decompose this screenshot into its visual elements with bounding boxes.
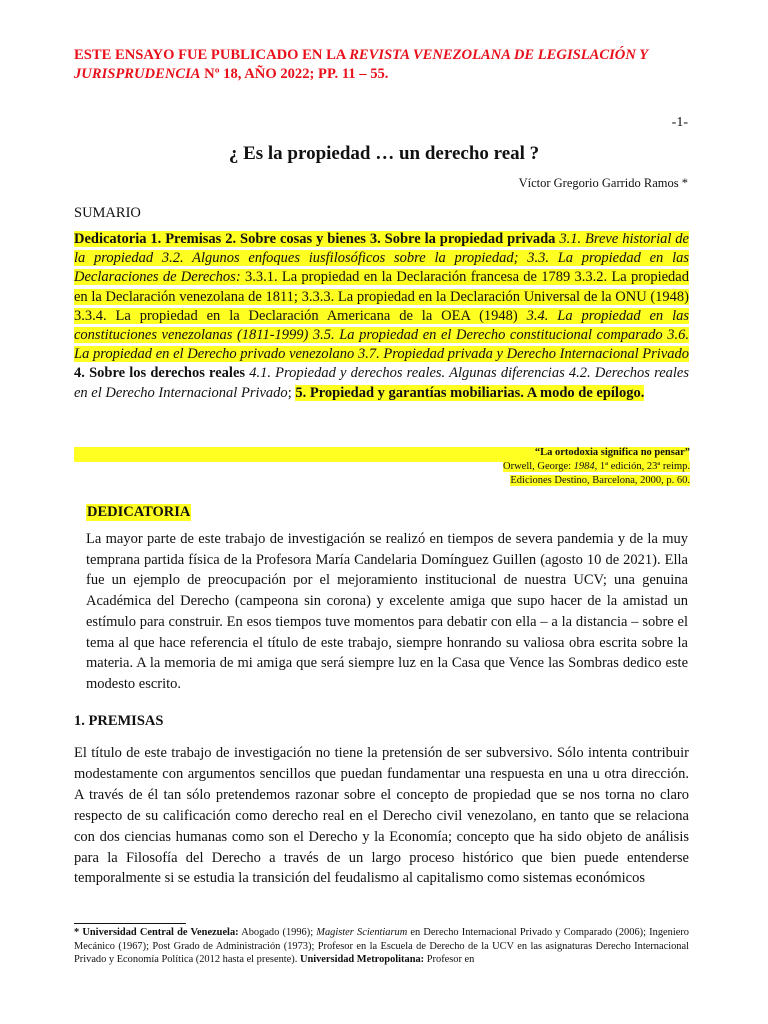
footnote-text-2: en Derecho Internacional Privado y Comparado (2006); Ingeniero Mecánico (1967); Post Grado de Administración (1973); Profesor en la Escuela de Derecho de la UCV en las asignaturas Derecho Internacional Privado y Economía Política (2012 hasta el presente).	[74, 927, 689, 965]
footnote	[74, 926, 689, 967]
page-number: -1-	[671, 115, 688, 130]
journal-name: REVISTA VENEZOLANA DE LEGISLACIÓN Y JURISPRUDENCIA	[74, 47, 648, 82]
publication-prefix: ESTE ENSAYO FUE PUBLICADO EN LA	[74, 47, 350, 63]
author-name: Víctor Gregorio Garrido Ramos *	[518, 176, 688, 190]
footnote-marker: *	[74, 927, 80, 938]
premisas-text: El título de este trabajo de investigación no tiene la pretensión de ser subversivo. Sólo intenta contribuir modestamente con argumentos sencillos que puedan fundamentar una respuesta en una u otra dirección. A través de él tan sólo pretendemos razonar sobre el concepto de propiedad que se nos torna no claro respecto de su calificación como derecho real en el Derecho civil venezolano, en tanto que se relaciona con dos ciencias humanas como son el Derecho y la Economía; concepto que ha sido objeto de análisis para la Filosofía del Derecho a través de un largo proceso histórico que bien puede entenderse temporalmente si se estudia la transición del feudalismo al capitalismo como sistemas económicos	[74, 745, 689, 887]
premisas-heading: 1. PREMISAS	[74, 713, 164, 729]
sumario-section-5: 5. Propiedad y garantías mobiliarias. A modo de epílogo.	[295, 384, 645, 401]
epigraph-quote: “La ortodoxia significa no pensar”	[534, 447, 690, 458]
dedicatoria-heading: DEDICATORIA	[87, 504, 191, 520]
footnote-institution-unimet: Universidad Metropolitana:	[299, 954, 425, 965]
epigraph-source-edition: , 1ª edición, 23ª reimp.	[594, 461, 690, 472]
sumario-main-sections: Dedicatoria 1. Premisas 2. Sobre cosas y bienes 3. Sobre la propiedad privada	[74, 231, 556, 247]
epigraph	[480, 446, 690, 488]
sumario-subsections-b: 3.3.1. La propiedad en la Declaración francesa de 1789 3.3.2. La propiedad en la Declaración venezolana de 1811; 3.3.3. La propiedad en la Declaración Universal de la ONU (1948) 3.3.4. La propiedad en la Declaración Americana de la OEA (1948)	[74, 269, 689, 324]
epigraph-source-author: Orwell, George:	[503, 461, 574, 472]
epigraph-source	[480, 460, 690, 474]
footnote-text-3: Profesor en	[424, 954, 475, 965]
sumario-section-4-subs: 4.1. Propiedad y derechos reales. Algunas diferencias 4.2. Derechos reales en el Derecho Internacional Privado	[74, 365, 689, 401]
epigraph-source-title: 1984	[573, 461, 595, 472]
publication-details: Nº 18, AÑO 2022; PP. 11 – 55.	[200, 66, 389, 82]
sumario-body	[74, 230, 689, 403]
dedicatoria-text: La mayor parte de este trabajo de investigación se realizó en tiempos de severa pandemia y de la muy temprana partida física de la Profesora María Candelaria Domínguez Guillen (agosto 10 de 2021). Ella fue un ejemplo de preocupación por el mejoramiento institucional de nuestra UCV; una genuina Académica del Derecho (campeona sin corona) y excelente amiga que supo hacer de la amistad un estímulo para construir. En esos tiempos tuve momentos para debatir con ella – a la distancia – sobre el tema al que hace referencia el título de este trabajo, siempre honrando su valiosa obra escrita sobre la materia. A la memoria de mi amiga que será siempre luz en la Casa que Vence las Sombras dedico este modesto escrito.	[86, 531, 688, 692]
footnote-text-1: Abogado (1996);	[238, 927, 317, 938]
sumario-section-4: 4. Sobre los derechos reales	[74, 365, 246, 382]
sumario-subsections-c: 3.4. La propiedad en las constituciones venezolanas (1811-1999) 3.5. La propiedad en el Derecho constitucional comparado 3.6. La propiedad en el Derecho privado venezolano 3.7. Propiedad privada y Derecho Internacional Privado	[74, 307, 689, 363]
epigraph-publisher	[480, 474, 690, 488]
document-title: ¿ Es la propiedad … un derecho real ?	[228, 143, 540, 164]
footnote-institution-ucv: Universidad Central de Venezuela:	[79, 927, 239, 938]
epigraph-publisher-text: Ediciones Destino, Barcelona, 2000, p. 60.	[510, 475, 690, 486]
footnote-divider	[74, 923, 186, 924]
sumario-subsections-a: 3.1. Breve historial de la propiedad 3.2. Algunos enfoques iusfilosóficos sobre la propiedad; 3.3. La propiedad en las Declaraciones de Derechos:	[74, 231, 689, 286]
footnote-magister: Magister Scientiarum	[316, 927, 408, 938]
sumario-separator: ;	[287, 384, 292, 401]
sumario-heading: SUMARIO	[74, 205, 141, 221]
publication-note	[74, 46, 704, 84]
